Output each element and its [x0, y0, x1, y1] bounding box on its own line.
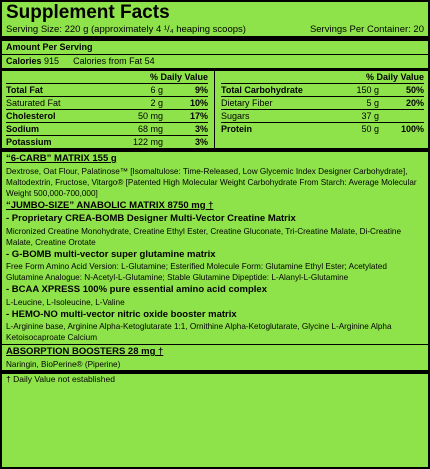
nutrient-name: Sugars	[221, 111, 250, 121]
ingredient-section	[6, 199, 424, 213]
nutrient-daily-value: 9%	[194, 85, 208, 95]
ingredient-section-body: Micronized Creatine Monohydrate, Creatine Ethyl Ester, Creatine Gluconate, Tri-Creatine Malate, Di-Creatine Malate, Creatine Orotate	[6, 226, 401, 247]
ingredient-section	[6, 308, 424, 344]
nutrient-name: Total Carbohydrate	[221, 85, 303, 95]
ingredient-section-body: Naringin, BioPerine® (Piperine)	[6, 359, 121, 369]
ingredient-section-heading	[6, 249, 424, 262]
servings-per-container: Servings Per Container: 20	[309, 24, 424, 35]
nutrient-row	[221, 123, 424, 135]
dv-header-right: % Daily Value	[221, 71, 424, 84]
panel-title: Supplement Facts	[6, 2, 170, 23]
nutrient-amount: 150 g	[356, 85, 379, 95]
nutrient-daily-value: 3%	[194, 124, 208, 134]
nutrient-daily-value: 50%	[405, 85, 424, 95]
nutrient-amount: 50 mg	[137, 111, 163, 121]
section-heading-name: “JUMBO-SIZE”	[6, 199, 75, 211]
calories-from-fat: Calories from Fat 54	[73, 56, 155, 66]
ingredient-section-heading	[6, 346, 424, 359]
section-heading-text: - BCAA XPRESS 100% pure essential amino acid complex	[6, 284, 267, 295]
nutrient-column-right	[215, 71, 428, 148]
section-heading-text: MATRIX 155 g	[51, 153, 117, 164]
ingredient-section-heading	[6, 200, 424, 213]
footnote: † Daily Value not established	[6, 373, 115, 384]
ingredient-section	[6, 152, 424, 199]
calories-label: Calories	[6, 56, 42, 66]
section-heading-name: “6-CARB”	[6, 153, 52, 164]
nutrient-daily-value: 10%	[189, 98, 208, 108]
nutrient-row	[221, 97, 424, 110]
section-heading-text: - G-BOMB multi-vector super glutamine matrix	[6, 248, 216, 260]
serving-size: Serving Size: 220 g (approximately 4 ¹/₄ heaping scoops)	[6, 24, 246, 35]
ingredients-list	[2, 152, 428, 370]
ingredient-section	[6, 283, 424, 308]
serving-info	[6, 23, 424, 36]
ingredient-section-heading	[6, 309, 424, 322]
nutrient-daily-value: 3%	[194, 137, 208, 147]
nutrient-name: Total Fat	[6, 85, 43, 95]
ingredient-section-body: Dextrose, Oat Flour, Palatinose™ [Isomaltulose: Time-Released, Low Glycemic Index Designer Carbohydrate], Maltodextrin, Fructose, Vitargo® [Patented High Molecular Weight Carbohydrate From Starch: Average Molecular Weight 500,000-700,000]	[6, 166, 417, 198]
nutrient-daily-value: 100%	[400, 124, 424, 134]
nutrient-amount: 5 g	[366, 98, 379, 108]
nutrient-row	[221, 110, 424, 123]
nutrient-amount: 37 g	[361, 111, 379, 121]
nutrient-row	[6, 97, 208, 110]
ingredient-section	[6, 248, 424, 284]
ingredient-section	[6, 212, 424, 248]
ingredient-section	[6, 345, 424, 370]
nutrient-name: Sodium	[6, 124, 39, 134]
nutrient-name: Potassium	[6, 137, 52, 147]
nutrient-name: Dietary Fiber	[221, 98, 273, 108]
dv-header-left: % Daily Value	[6, 71, 208, 84]
nutrient-amount: 50 g	[361, 124, 379, 134]
nutrient-table	[2, 71, 428, 148]
section-heading-text: ABSORPTION BOOSTERS 28 mg †	[6, 346, 164, 357]
nutrient-daily-value: 20%	[405, 98, 424, 108]
nutrient-daily-value: 17%	[189, 111, 208, 121]
nutrient-row	[6, 84, 208, 97]
ingredient-section-body: L-Arginine base, Arginine Alpha-Ketoglutarate 1:1, Ornithine Alpha-Ketoglutarate, Glycine L-Arginine Alpha Ketoisocaproate Calcium	[6, 322, 392, 342]
nutrient-row	[6, 110, 208, 123]
ingredient-section-heading	[6, 153, 424, 166]
nutrient-row	[221, 84, 424, 97]
section-heading-text: - Proprietary CREA-BOMB Designer Multi-Vector Creatine Matrix	[6, 213, 296, 224]
nutrient-name: Cholesterol	[6, 111, 56, 121]
nutrient-name: Protein	[221, 124, 253, 134]
nutrient-column-left	[2, 71, 215, 148]
calories-row	[2, 55, 428, 68]
nutrient-row	[6, 123, 208, 136]
section-heading-text: - HEMO-NO multi-vector nitric oxide booster matrix	[6, 308, 237, 320]
nutrient-row	[6, 136, 208, 148]
ingredient-section-heading	[6, 213, 424, 226]
nutrient-amount: 2 g	[150, 98, 163, 108]
calories-value: 915	[44, 56, 60, 66]
nutrient-amount: 68 mg	[137, 124, 163, 134]
nutrient-amount: 122 mg	[132, 137, 163, 147]
nutrient-amount: 6 g	[150, 85, 163, 95]
section-heading-text: ANABOLIC MATRIX 8750 mg †	[74, 199, 214, 211]
nutrient-name: Saturated Fat	[6, 98, 61, 108]
ingredient-section-body: Free Form Amino Acid Version: L-Glutamine; Esterified Molecule Form: Glutamine Ethyl Ester; Acetylated Glutamine Analogue: N-Acetyl-L-Glutamine; Stable Glutamine Dipeptide: L-Alanyl-L-Glutamine	[6, 262, 387, 282]
ingredient-section-heading	[6, 284, 424, 297]
amount-per-serving: Amount Per Serving	[6, 42, 93, 52]
ingredient-section-body: L-Leucine, L-Isoleucine, L-Valine	[6, 297, 125, 307]
